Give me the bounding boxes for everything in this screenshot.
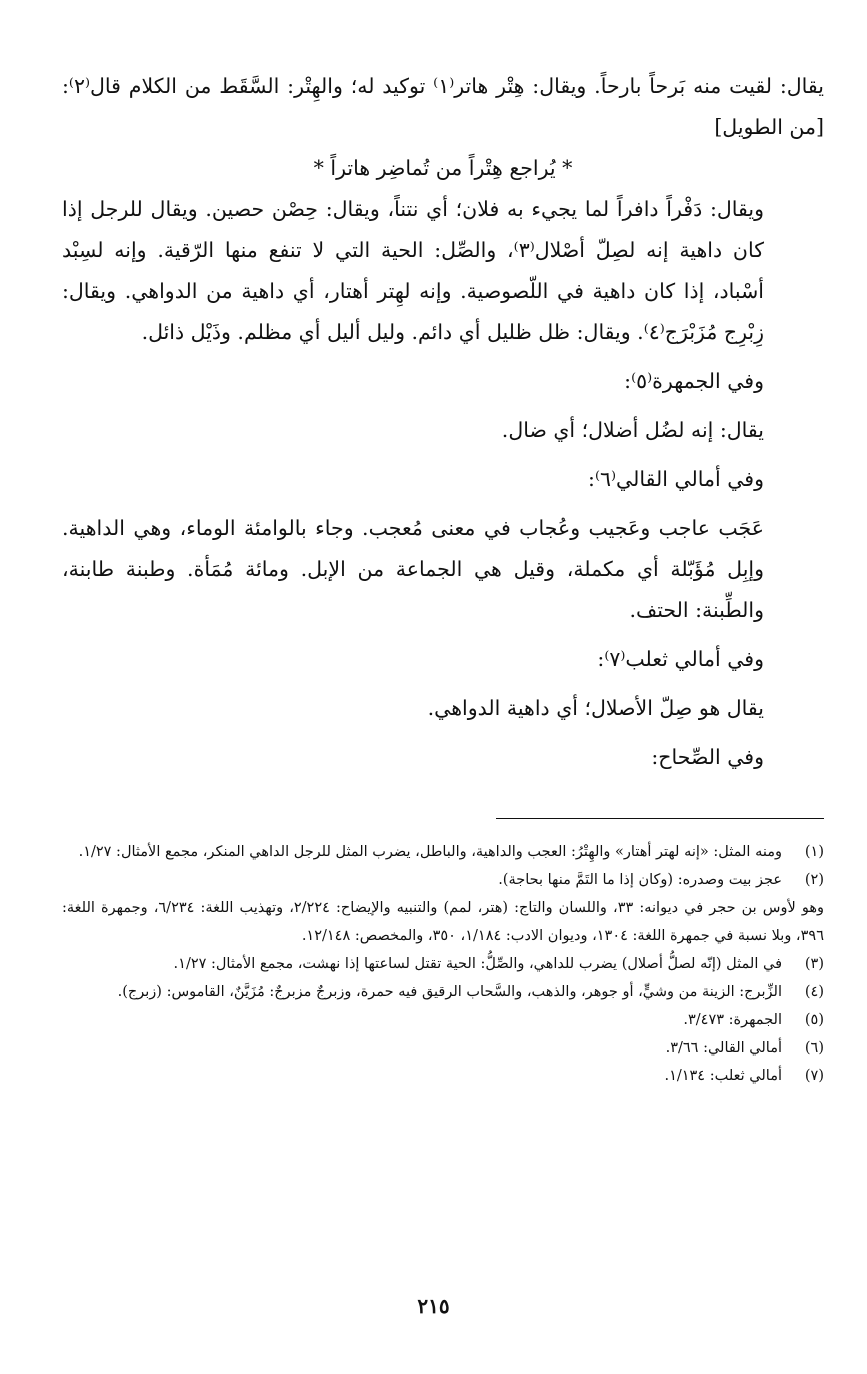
footnote-text: أمالي القالي: ٣/٦٦. [665,1040,782,1056]
footnote-7 [62,1062,824,1090]
section-heading-jamhara: وفي الجمهرة⁽٥⁾: [624,369,764,393]
footnote-6 [62,1034,824,1062]
footnote-separator [496,818,824,819]
paragraph-jamhara: يقال: إنه لضُل أضلال؛ أي ضال. [501,418,764,442]
page-number: ٢١٥ [417,1294,450,1318]
section-heading-sihah: وفي الصِّحاح: [651,745,764,769]
verse-line: * يُراجع هِتْراً من تُماضِر هاتراً * [313,156,573,180]
footnote-text: في المثل (إنّه لصلُّ أصلال) يضرب للداهي، والصِّلُّ: الحية تقتل لساعتها إذا نهشت، مجمع الأمثال: ١/٢٧. [173,956,782,972]
footnote-number: (١) [804,844,824,860]
footnote-4 [62,978,824,1006]
footnote-1 [62,838,824,866]
footnote-text: عجز بيت وصدره: (وكان إذا ما التَمَّ منها بحاجة). [498,872,782,888]
footnote-2 [62,866,824,894]
footnote-number: (٧) [804,1068,824,1084]
paragraph-amali-thalab: يقال هو صِلّ الأصلال؛ أي داهية الدواهي. [427,696,764,720]
paragraph-opening: يقال: لقيت منه بَرحاً بارحاً. ويقال: هِتْر هاتر⁽١⁾ توكيد له؛ والهِتْر: السَّقَط من الكلام قال⁽٢⁾: [من الطويل] [62,74,824,139]
paragraph-amali-qali: عَجَب عاجب وعَجيب وعُجاب في معنى مُعجب. وجاء بالوامئة الوماء، وهي الداهية. وإبِل مُؤَبّلة أي مكملة، وقيل هي الجماعة من الإبل. ومائة مُمَأة. وطبنة طابنة، والطِّبنة: الحتف. [62,516,764,622]
footnote-2-continuation: وهو لأوس بن حجر في ديوانه: ٣٣، واللسان والتاج: (هتر، لمم) والتنبيه والإيضاح: ٢/٢٢٤، وتهذيب اللغة: ٦/٢٣٤، وجمهرة اللغة: ٣٩٦، وبلا نسبة في جمهرة اللغة: ١٣٠٤، وديوان الادب: ١/١٨٤، ٣٥٠، والمخصص: ١٢/١٤٨. [62,900,824,944]
footnote-text: الجمهرة: ٣/٤٧٣. [683,1012,782,1028]
footnote-5 [62,1006,824,1034]
page [62,66,824,1084]
footnote-number: (٢) [804,872,824,888]
footnote-text: الزِّبرج: الزينة من وشيٍّ، أو جوهر، والذهب، والسَّحاب الرقيق فيه حمرة، وزبرجٌ مزبرجٌ: مُزَيَّنٌ، القاموس: (زبرج). [117,984,782,1000]
paragraph-main: ويقال: دَفْراً دافراً لما يجيء به فلان؛ أي نتناً، ويقال: حِصْن حصين. ويقال للرجل إذا كان داهية إنه لصِلّ أصْلال⁽٣⁾، والصِّل: الحية التي لا تنفع منها الرّقية. وإنه لسِبْد أسْباد، إذا كان داهية في اللّصوصية. وإنه لهِتر أهتار، أي داهية من الدواهي. ويقال: زِبْرِج مُزَبْرَج⁽٤⁾. ويقال: ظل ظليل أي دائم. وليل أليل أي مظلم. وذَيْل ذائل. [62,197,764,344]
footnote-number: (٥) [804,1012,824,1028]
section-heading-amali-qali: وفي أمالي القالي⁽٦⁾: [588,467,764,491]
main-text [62,66,824,778]
footnote-text: ومنه المثل: «إنه لهتر أهتار» والهِتْرُ: العجب والداهية، والباطل، يضرب المثل للرجل الداهي المنكر، مجمع الأمثال: ١/٢٧. [78,844,782,860]
footnote-number: (٣) [804,956,824,972]
footnote-number: (٤) [804,984,824,1000]
footnote-text: أمالي ثعلب: ١/١٣٤. [664,1068,782,1084]
section-heading-amali-thalab: وفي أمالي ثعلب⁽٧⁾: [597,647,764,671]
footnote-3 [62,950,824,978]
footnotes [62,838,824,1090]
footnote-number: (٦) [804,1040,824,1056]
